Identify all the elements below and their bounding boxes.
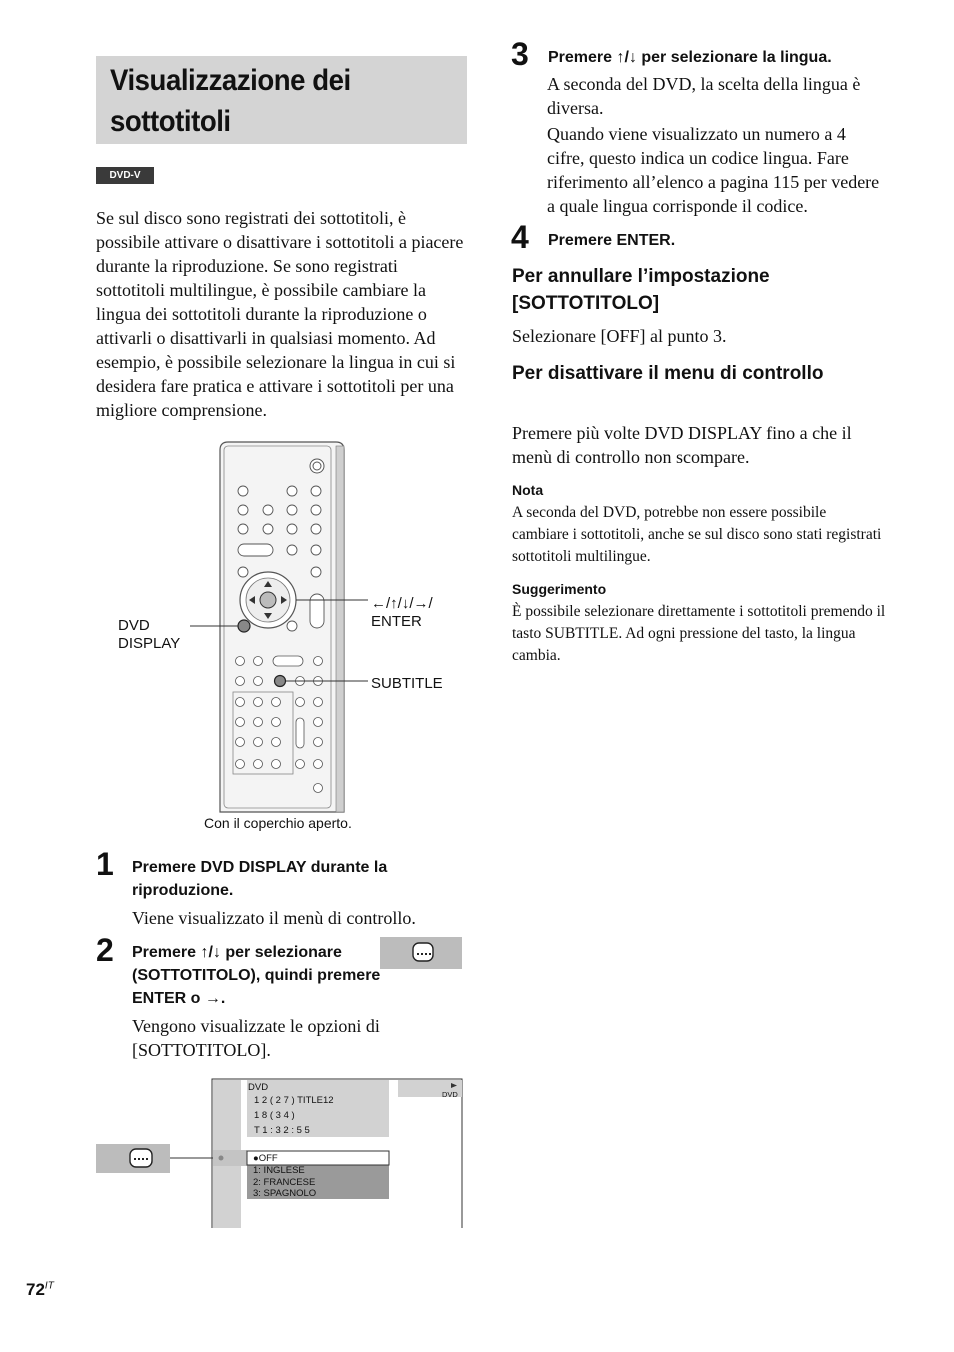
page-number-value: 72 [26,1280,45,1299]
osd-option-off: ●OFF [253,1153,278,1164]
step-4-heading: Premere ENTER. [548,232,676,249]
osd-option-3: 3: SPAGNOLO [253,1188,317,1199]
page-number [26,1280,54,1300]
enter-label: ENTER [371,613,422,630]
osd-title-line: 1 2 ( 2 7 ) TITLE12 [254,1095,334,1106]
subtitle-icon [380,937,462,969]
subtitle-label: SUBTITLE [371,675,443,692]
step-3-text-1: A seconda del DVD, la scelta della lingua è diversa. [547,74,861,118]
cancel-setting-heading: Per annullare l’impostazione [SOTTOTITOLO] [512,266,770,314]
page-title-box [96,56,467,144]
osd-option-1: 1: INGLESE [253,1165,305,1176]
osd-time-line: T 1 : 3 2 : 5 5 [254,1125,310,1136]
step-3-text-2: Quando viene visualizzato un numero a 4 cifre, questo indica un codice lingua. Fare riferimento all’elenco a pagina 115 per vedere a quale lingua corrisponde il codice. [547,124,880,216]
menu-off-text: Premere più volte DVD DISPLAY fino a che il menù di controllo non scompare. [512,423,852,467]
note-text: A seconda del DVD, potrebbe non essere possibile cambiare i sottotitoli, anche se sul disco sono stati registrati sottotitoli multilingue. [512,504,882,565]
cancel-setting-text: Selezionare [OFF] al punto 3. [512,326,727,346]
intro-paragraph: Se sul disco sono registrati dei sottotitoli, è possibile attivare o disattivare i sottotitoli a piacere durante la riproduzione. Se sono registrati sottotitoli multilingue, è possibile cambiare la lingua dei sottotitoli durante la riproduzione o attivarli o disattivarli in qualsiasi momento. Ad esempio, è possibile selezionare la lingua in cui si desidera fare pratica e attivare i sottotitoli per una migliore comprensione. [96,208,464,420]
osd-option-2: 2: FRANCESE [253,1177,316,1188]
step-3-number: 3 [511,36,529,72]
step-1-heading: Premere DVD DISPLAY durante la riproduzione. [132,859,388,899]
arrows-label: ←/↑/↓/→/ [371,595,433,612]
page-title: Visualizzazione dei sottotitoli [110,64,351,138]
dvd-v-badge: DVD-V [96,167,154,184]
remote-caption: Con il coperchio aperto. [204,815,352,831]
osd-subtitle-icon-box [96,1144,170,1173]
step-4-number: 4 [511,219,529,255]
step-1-text: Viene visualizzato il menù di controllo. [132,908,416,928]
osd-mode-indicator: DVD [442,1090,458,1099]
tip-text: È possibile selezionare direttamente i sottotitoli premendo il tasto SUBTITLE. Ad ogni pressione del tasto, la lingua cambia. [512,603,886,664]
dvd-display-label: DVD DISPLAY [118,617,181,652]
step-2-text: Vengono visualizzate le opzioni di [SOTTOTITOLO]. [132,1016,380,1060]
step-3-heading: Premere ↑/↓ per selezionare la lingua. [548,49,832,66]
menu-off-heading: Per disattivare il menu di controllo [512,363,824,384]
step-2-number: 2 [96,932,114,968]
step-2-heading: Premere ↑/↓ per selezionare (SOTTOTITOLO), quindi premere ENTER o →. [132,944,381,1007]
note-heading: Nota [512,482,544,498]
tip-heading: Suggerimento [512,581,607,597]
osd-disc-type: DVD [248,1082,269,1093]
page-number-suffix: IT [44,1280,54,1292]
step-1-number: 1 [96,846,114,882]
subtitle-icon [96,1144,170,1173]
subtitle-icon-box [380,937,462,969]
osd-chapter-line: 1 8 ( 3 4 ) [254,1110,295,1121]
